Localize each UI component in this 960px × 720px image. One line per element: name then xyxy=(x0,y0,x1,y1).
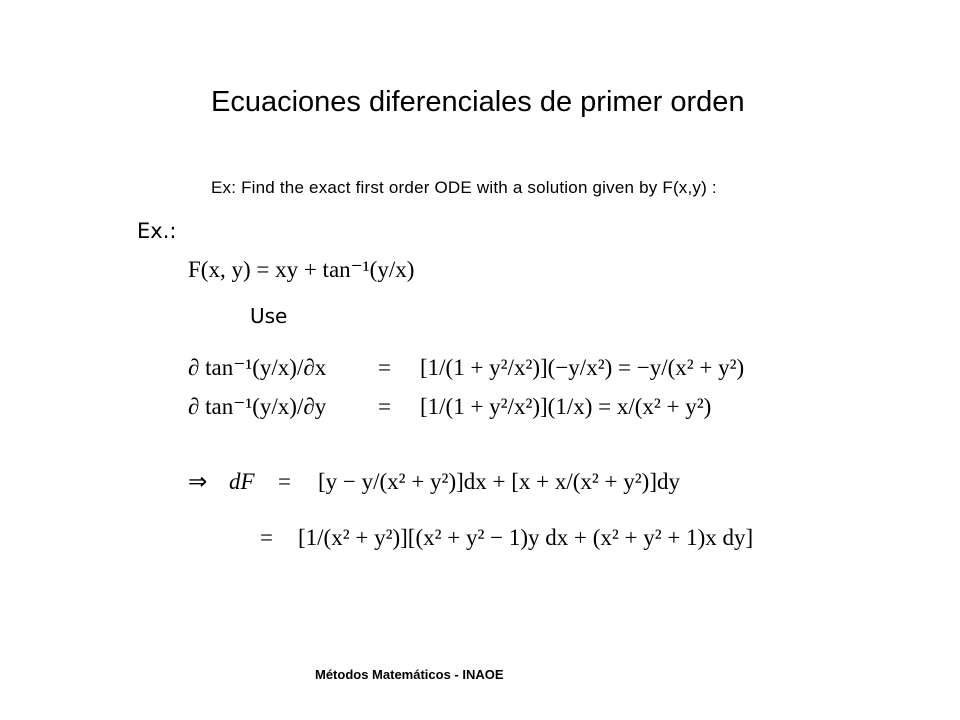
final-equation xyxy=(0,526,960,556)
use-label: Use xyxy=(250,304,288,328)
partial-y-equation xyxy=(0,395,960,425)
df-equals: = xyxy=(278,469,291,494)
partial-y-rhs: [1/(1 + y²/x²)](1/x) = x/(x² + y²) xyxy=(420,394,712,419)
example-label: Ex.: xyxy=(137,219,177,243)
slide-footer: Métodos Matemáticos - INAOE xyxy=(315,667,504,682)
partial-y-equals: = xyxy=(378,394,391,419)
df-rhs: [y − y/(x² + y²)]dx + [x + x/(x² + y²)]dy xyxy=(318,469,680,494)
slide-title: Ecuaciones diferenciales de primer orden xyxy=(211,86,745,118)
final-equals: = xyxy=(260,525,273,550)
df-equation xyxy=(0,470,960,500)
function-definition: F(x, y) = xy + tan⁻¹(y/x) xyxy=(188,257,415,282)
partial-x-equals: = xyxy=(378,355,391,380)
partial-x-equation xyxy=(0,356,960,386)
implies-symbol: ⇒ xyxy=(188,469,208,494)
partial-x-lhs: ∂ tan⁻¹(y/x)/∂x xyxy=(188,355,327,380)
partial-x-rhs: [1/(1 + y²/x²)](−y/x²) = −y/(x² + y²) xyxy=(420,355,745,380)
partial-y-lhs: ∂ tan⁻¹(y/x)/∂y xyxy=(188,394,327,419)
final-rhs: [1/(x² + y²)][(x² + y² − 1)y dx + (x² + y² + 1)x dy] xyxy=(298,525,754,550)
problem-prompt: Ex: Find the exact first order ODE with a solution given by F(x,y) : xyxy=(211,178,717,197)
df-lhs: dF xyxy=(229,469,255,494)
